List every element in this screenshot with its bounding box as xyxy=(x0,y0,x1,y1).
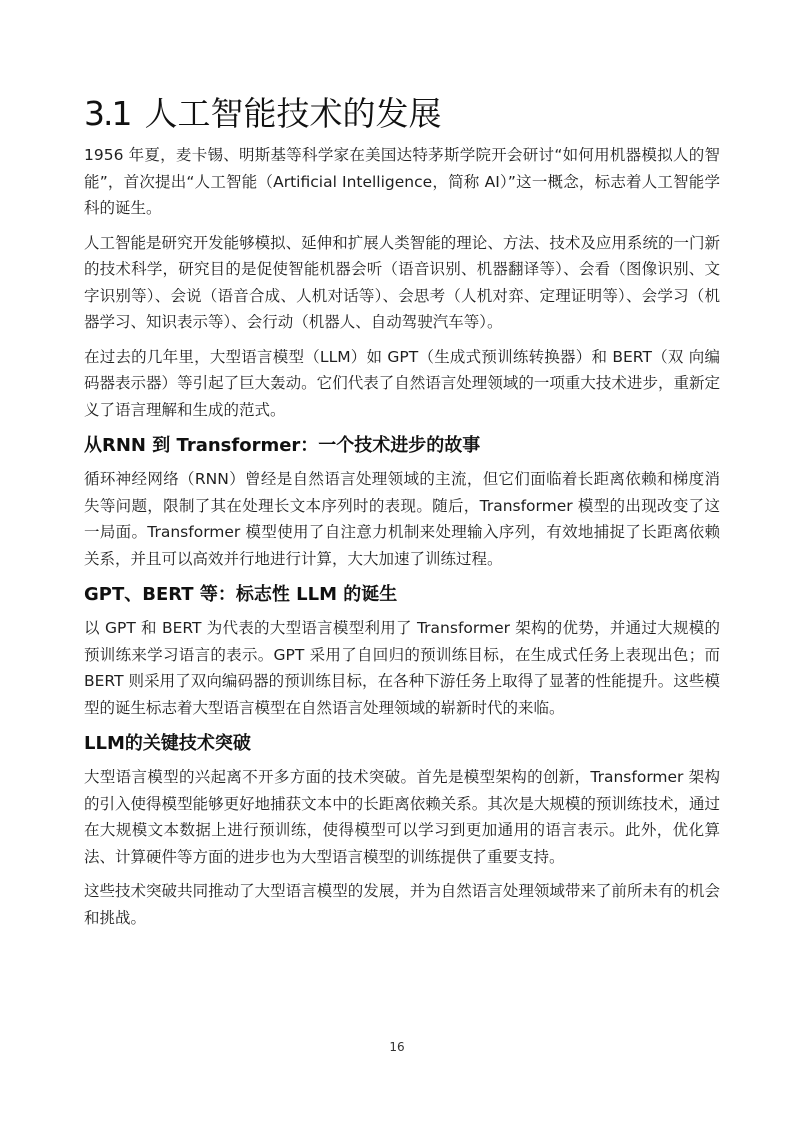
section-paragraph: 循环神经网络（RNN）曾经是自然语言处理领域的主流，但它们面临着长距离依赖和梯度消失等问题，限制了其在处理长文本序列时的表现。随后，Transformer 模型的出现改变了这一局面。Transformer 模型使用了自注意力机制来处理输入序列，有效地捕捉了长距离依赖关系，并且可以高效并行地进行计算，大大加速了训练过程。 xyxy=(84,470,720,568)
intro-paragraph: 1956 年夏，麦卡锡、明斯基等科学家在美国达特茅斯学院开会研讨“如何用机器模拟人的智能”，首次提出“人工智能（Artificial Intelligence，简称 AI）”这一概念，标志着人工智能学科的诞生。 xyxy=(84,146,720,217)
intro-paragraph: 在过去的几年里，大型语言模型（LLM）如 GPT（生成式预训练转换器）和 BERT（双 向编码器表示器）等引起了巨大轰动。它们代表了自然语言处理领域的一项重大技术进步，重新定义了语言理解和生成的范式。 xyxy=(84,347,720,419)
chapter-number: 3.1 xyxy=(84,94,131,133)
section-paragraph: 大型语言模型的兴起离不开多方面的技术突破。首先是模型架构的创新，Transformer 架构的引入使得模型能够更好地捕获文本中的长距离依赖关系。其次是大规模的预训练技术，通过在大规模文本数据上进行预训练，使得模型可以学习到更加通用的语言表示。此外，优化算法、计算硬件等方面的进步也为大型语言模型的训练提供了重要支持。 xyxy=(84,768,720,866)
section-heading-llm-breakthroughs: LLM的关键技术突破 xyxy=(84,733,251,754)
section-paragraph: 这些技术突破共同推动了大型语言模型的发展，并为自然语言处理领域带来了前所未有的机会和挑战。 xyxy=(84,882,720,927)
section-paragraph: 以 GPT 和 BERT 为代表的大型语言模型利用了 Transformer 架构的优势，并通过大规模的预训练来学习语言的表示。GPT 采用了自回归的预训练目标，在生成式任务上表现出色；而 BERT 则采用了双向编码器的预训练目标，在各种下游任务上取得了显著的性能提升。这些模型的诞生标志着大型语言模型在自然语言处理领域的崭新时代的来临。 xyxy=(84,619,720,717)
page-number: 16 xyxy=(389,1040,405,1054)
page-content xyxy=(84,92,720,931)
section-heading-rnn-to-transformer: 从RNN 到 Transformer：一个技术进步的故事 xyxy=(84,435,481,456)
intro-paragraph: 人工智能是研究开发能够模拟、延伸和扩展人类智能的理论、方法、技术及应用系统的一门新的技术科学，研究目的是促使智能机器会听（语音识别、机器翻译等）、会看（图像识别、文字识别等）、会说（语音合成、人机对话等）、会思考（人机对弈、定理证明等）、会学习（机器学习、知识表示等）、会行动（机器人、自动驾驶汽车等）。 xyxy=(84,233,720,331)
section-heading-gpt-bert: GPT、BERT 等：标志性 LLM 的诞生 xyxy=(84,584,398,605)
chapter-title xyxy=(84,92,720,136)
chapter-title-text: 人工智能技术的发展 xyxy=(144,94,442,133)
